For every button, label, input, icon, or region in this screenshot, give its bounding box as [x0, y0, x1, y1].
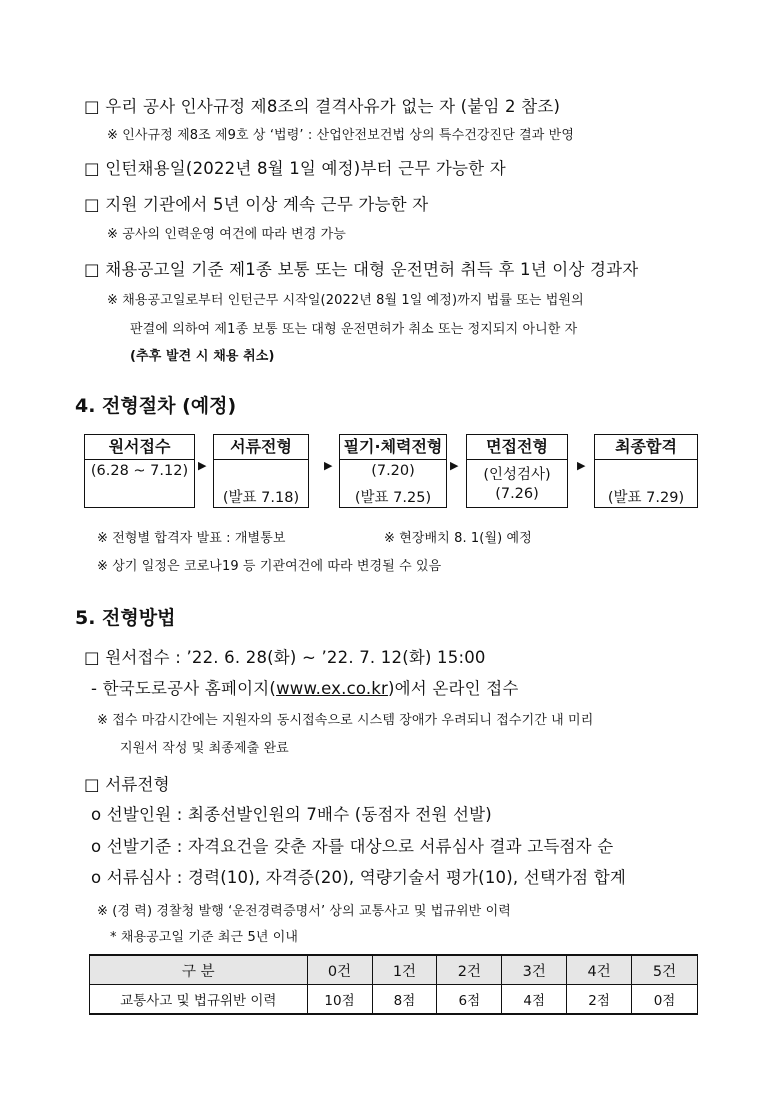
step-title: 최종합격: [595, 435, 697, 460]
step-line2: (발표 7.25): [354, 490, 432, 506]
table-row: [90, 985, 698, 1015]
step-line1: (인성검사): [483, 467, 551, 483]
arrow-icon: ▶: [450, 459, 459, 472]
note-license-3: (추후 발견 시 채용 취소): [130, 349, 275, 364]
step-line2: (발표 7.18): [222, 490, 300, 506]
arrow-icon: ▶: [577, 459, 586, 472]
step-title: 필기·체력전형: [340, 435, 446, 460]
application-period: □ 원서접수 : ’22. 6. 28(화) ~ ’22. 7. 12(화) 15:00: [84, 648, 486, 667]
step-line1: (6.28 ~ 7.12): [90, 463, 189, 479]
step-document: [213, 434, 309, 508]
step-final: [594, 434, 698, 508]
score-table: [89, 954, 698, 1015]
application-method: [91, 675, 519, 699]
table-cell: 10점: [307, 985, 372, 1015]
table-cell: 6점: [437, 985, 502, 1015]
document-screening-title: □ 서류전형: [84, 775, 170, 794]
table-header: 구 분: [90, 955, 308, 985]
table-cell: 교통사고 및 법규위반 이력: [90, 985, 308, 1015]
note-deadline-1: ※ 접수 마감시간에는 지원자의 동시접속으로 시스템 장애가 우려되니 접수기간 내 미리: [97, 713, 594, 728]
application-method-pre: - 한국도로공사 홈페이지(: [91, 679, 277, 698]
table-cell: 2점: [567, 985, 632, 1015]
step-written-physical: [339, 434, 447, 508]
homepage-link[interactable]: www.ex.co.kr: [276, 679, 389, 698]
table-header: 3건: [502, 955, 567, 985]
step-title: 원서접수: [85, 435, 194, 460]
eligibility-start-date: □ 인턴채용일(2022년 8월 1일 예정)부터 근무 가능한 자: [84, 159, 506, 178]
selection-number: o 선발인원 : 최종선발인원의 7배수 (동점자 전원 선발): [91, 805, 492, 824]
table-cell: 0점: [632, 985, 698, 1015]
table-cell: 8점: [372, 985, 437, 1015]
table-header-row: [90, 955, 698, 985]
note-career-period: * 채용공고일 기준 최근 5년 이내: [110, 930, 299, 945]
application-method-post: )에서 온라인 접수: [388, 679, 519, 698]
note-deadline-2: 지원서 작성 및 최종제출 완료: [120, 741, 289, 756]
step-application: [84, 434, 195, 508]
step-interview: [466, 434, 568, 508]
table-header: 4건: [567, 955, 632, 985]
note-license-2: 판결에 의하여 제1종 보통 또는 대형 운전면허가 취소 또는 정지되지 아니한 자: [130, 322, 578, 337]
table-cell: 4점: [502, 985, 567, 1015]
table-header: 1건: [372, 955, 437, 985]
eligibility-license: □ 채용공고일 기준 제1종 보통 또는 대형 운전면허 취득 후 1년 이상 경과자: [84, 260, 639, 279]
arrow-icon: ▶: [324, 459, 333, 472]
selection-criteria: o 선발기준 : 자격요건을 갖춘 자를 대상으로 서류심사 결과 고득점자 순: [91, 837, 614, 856]
table-header: 0건: [307, 955, 372, 985]
step-line2: (발표 7.29): [607, 490, 685, 506]
step-line1: (7.20): [371, 463, 415, 479]
eligibility-five-years: □ 지원 기관에서 5년 이상 계속 근무 가능한 자: [84, 195, 429, 214]
note-placement: ※ 현장배치 8. 1(월) 예정: [384, 531, 532, 546]
note-regulation: ※ 인사규정 제8조 제9호 상 ‘법령’ : 산업안전보건법 상의 특수건강진단 결과 반영: [107, 128, 574, 143]
step-title: 서류전형: [214, 435, 308, 460]
document-review: o 서류심사 : 경력(10), 자격증(20), 역량기술서 평가(10), 선택가점 합계: [91, 868, 627, 887]
table-header: 2건: [437, 955, 502, 985]
section-4-heading: 4. 전형절차 (예정): [75, 395, 237, 417]
arrow-icon: ▶: [198, 459, 207, 472]
note-staffing: ※ 공사의 인력운영 여건에 따라 변경 가능: [107, 227, 346, 242]
eligibility-disqualification: □ 우리 공사 인사규정 제8조의 결격사유가 없는 자 (붙임 2 참조): [84, 97, 561, 116]
step-line2: (7.26): [495, 486, 539, 502]
note-career: ※ (경 력) 경찰청 발행 ‘운전경력증명서’ 상의 교통사고 및 법규위반 이력: [97, 904, 511, 919]
table-header: 5건: [632, 955, 698, 985]
step-title: 면접전형: [467, 435, 567, 460]
note-schedule-change: ※ 상기 일정은 코로나19 등 기관여건에 따라 변경될 수 있음: [97, 559, 442, 574]
section-5-heading: 5. 전형방법: [75, 607, 176, 629]
note-license-1: ※ 채용공고일로부터 인턴근무 시작일(2022년 8월 1일 예정)까지 법률 또는 법원의: [107, 293, 584, 308]
note-announcement: ※ 전형별 합격자 발표 : 개별통보: [97, 531, 286, 546]
